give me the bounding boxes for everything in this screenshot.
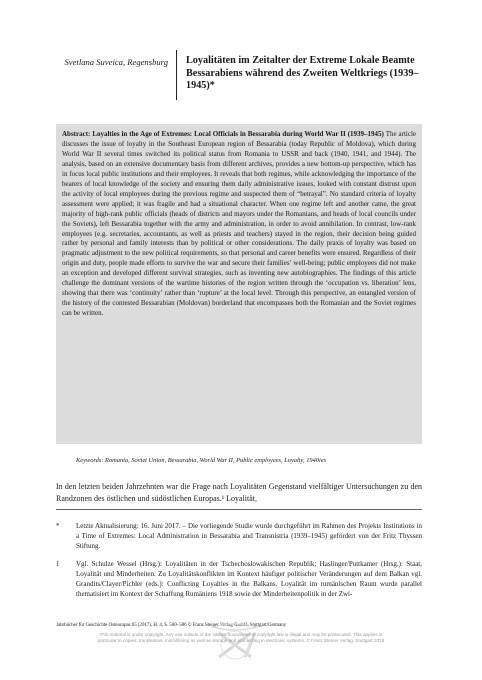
footnote-text: Letzte Aktualisierung: 16. Juni 2017. – Die vorliegende Studie wurde durchgeführt im Rahmen des Projekts Institutions in a Time of Extremes: Local Administration in Bessarabia and Transnistria (1939–1945) gefördert von der Fritz Thyssen Stiftung. xyxy=(76,522,422,550)
footnote-divider xyxy=(56,509,422,510)
header-divider xyxy=(176,50,177,100)
copyright-notice: This material is under copyright. Any use outside of the narrow boundaries of copyright law is illegal and may be prosecuted. This applies in particular to copies, translations, microfilming as well as storage and processing in electronic systems. © Franz Steiner Verlag, Stuttgart 2018 xyxy=(97,632,385,644)
journal-citation: Jahrbücher für Geschichte Osteuropas 65 (2017), H. 4, S. 560–586 © Franz Steiner Verlag GmbH, Stuttgart/Germany xyxy=(56,623,287,628)
footnote-mark: * xyxy=(56,522,60,530)
abstract-box xyxy=(56,124,422,444)
abstract-body: The article discusses the issue of loyalty in the Southeast European region of Bessarabia (today Republic of Moldova), which during World War II several times switched its political status from Romania to USSR and back (1940, 1941, and 1944). The analysis, based on an extensive documentary basis from different archives, provides a new bottom-up perspective, which has in focus local public institutions and their employees. It reveals that both regimes, while acknowledging the importance of the bearers of local knowledge of the society and ensuring them daily administrative issues, looked with constant distrust upon the activity of local employees during the previous regime and suspected them of “betrayal”. No standard criteria of loyalty assessment were applied; it was fragile and had a situational character. When one regime left and another came, the great majority of high-rank public officials (heads of districts and mayors under the Romanians, and heads of local councils under the Soviets), left Bessarabia together with the army and administration, in order to avoid annihilation. In contrast, low-rank employees (e.g. secretaries, accountants, as well as priests and teachers) stayed in the region, their decision being guided rather by personal and family interests than by political or other considerations. The daily praxis of loyalty was based on pragmatic adjustment to the new political requirements, so that personal and career benefits were ensured. Regardless of their origin and duty, people made efforts to survive the war and secure their families’ well-being; public employees did not make an exception and developed different survival strategies, such as inventing new autobiographies. The findings of this article challenge the dominant versions of the wartime histories of the region written through the ‘occupation vs. liberation’ lens, showing that there was ‘continuity’ rather than ‘rupture’ at the local level. Through this perspective, an entangled version of the history of the contested Bessarabian (Moldovan) borderland that encompasses both the Romanian and the Soviet regimes can be written. xyxy=(62,130,417,318)
footnote xyxy=(56,560,422,600)
footnote-mark: 1 xyxy=(56,560,60,568)
intro-paragraph: In den letzten beiden Jahrzehnten war die Frage nach Loyalitäten Gegenstand vielfältiger Untersuchungen zu den Randzonen des östlichen und südöstlichen Europas.¹ Loyalität, xyxy=(56,482,422,504)
footnote-text: Vgl. Schulze Wessel (Hrsg.): Loyalitäten in der Tschechoslowakischen Republik; Haslinger/Puttkamer (Hrsg.): Staat, Loyalität und Minderheiten. Zu Loyalitätskonflikten im Kontext häufiger politischer Veränderungen auf dem Balkan vgl. Grandits/Clayer/Pichler (eds.): Conflicting Loyalties in the Balkans. Loyalität im rumänischen Raum wurde parallel thematisiert im Kontext der Schaffung Rumäniens 1918 sowie der Minderheitenpolitik in der Zwi- xyxy=(76,560,422,598)
abstract-heading: Abstract: Loyalties in the Age of Extremes: Local Officials in Bessarabia during World War II (1939–1945) xyxy=(62,130,384,138)
footnote xyxy=(56,522,422,552)
keywords: Keywords: Romania, Soviet Union, Bessarabia, World War II, Public employees, Loyalty, 1940ies xyxy=(76,457,327,464)
article-title: Loyalitäten im Zeitalter der Extreme Lokale Beamte Bessarabiens während des Zweiten Weltkriegs (1939–1945)* xyxy=(186,55,419,92)
author-name: Svetlana Suveica, Regensburg xyxy=(64,57,168,67)
